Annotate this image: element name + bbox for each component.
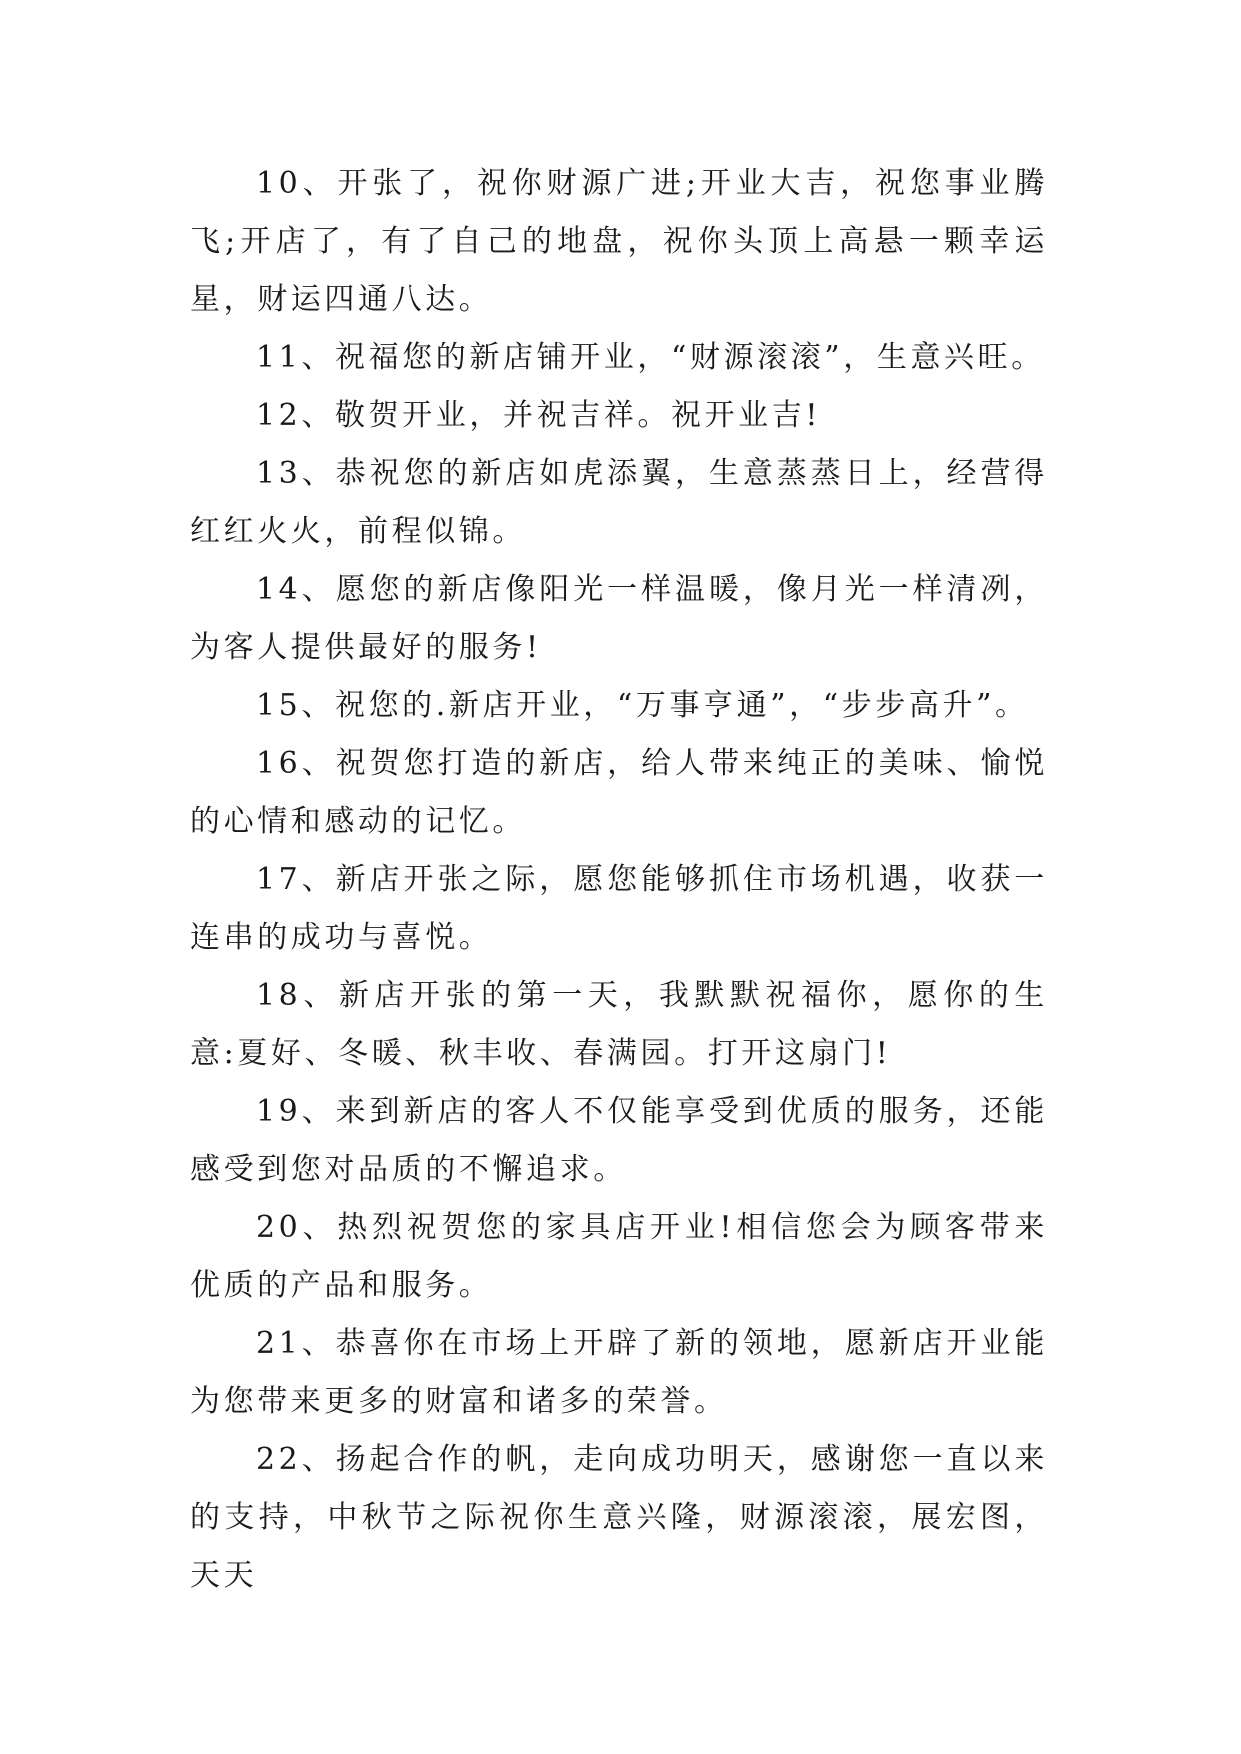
paragraph-16: 16、祝贺您打造的新店，给人带来纯正的美味、愉悦的心情和感动的记忆。 — [190, 746, 1048, 839]
paragraph-18: 18、新店开张的第一天，我默默祝福你，愿你的生意:夏好、冬暖、秋丰收、春满园。打开这扇门! — [190, 978, 1048, 1071]
paragraph-21: 21、恭喜你在市场上开辟了新的领地，愿新店开业能为您带来更多的财富和诸多的荣誉。 — [190, 1326, 1048, 1419]
paragraph-19: 19、来到新店的客人不仅能享受到优质的服务，还能感受到您对品质的不懈追求。 — [190, 1094, 1048, 1187]
paragraph-17: 17、新店开张之际，愿您能够抓住市场机遇，收获一连串的成功与喜悦。 — [190, 862, 1048, 955]
paragraph-12: 12、敬贺开业，并祝吉祥。祝开业吉! — [256, 398, 822, 433]
paragraph-14: 14、愿您的新店像阳光一样温暖，像月光一样清冽，为客人提供最好的服务! — [190, 572, 1048, 665]
paragraph-11: 11、祝福您的新店铺开业，“财源滚滚”，生意兴旺。 — [256, 340, 1045, 375]
paragraph-20: 20、热烈祝贺您的家具店开业!相信您会为顾客带来优质的产品和服务。 — [190, 1210, 1048, 1303]
paragraph-22: 22、扬起合作的帆，走向成功明天，感谢您一直以来的支持，中秋节之际祝你生意兴隆，财源滚滚，展宏图，天天 — [190, 1442, 1048, 1593]
paragraph-13: 13、恭祝您的新店如虎添翼，生意蒸蒸日上，经营得红红火火，前程似锦。 — [190, 456, 1048, 549]
paragraph-10: 10、开张了，祝你财源广进;开业大吉，祝您事业腾飞;开店了，有了自己的地盘，祝你头顶上高悬一颗幸运星，财运四通八达。 — [190, 166, 1048, 317]
paragraph-15: 15、祝您的.新店开业，“万事亨通”，“步步高升”。 — [256, 688, 1029, 723]
document-page — [190, 155, 1048, 1605]
